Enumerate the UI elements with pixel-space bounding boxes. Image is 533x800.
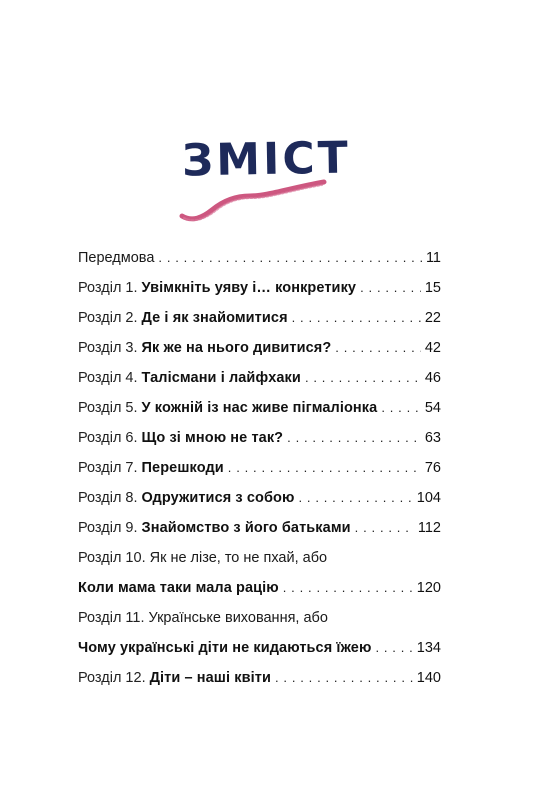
leader-dots [275, 670, 413, 685]
leader-dots [228, 460, 421, 475]
toc-entry[interactable] [78, 370, 441, 400]
leader-dots [298, 490, 412, 505]
toc-page-number: 112 [417, 520, 441, 536]
toc-chapter-number: Розділ 12. [78, 670, 146, 686]
toc-entry-title: Передмова [78, 250, 155, 266]
toc-entry-subtitle: Коли мама таки мала рацію [78, 580, 279, 596]
toc-entry[interactable] [78, 250, 441, 280]
toc-entry[interactable] [78, 610, 441, 670]
toc-entry-line2 [78, 580, 441, 610]
leader-dots [335, 340, 421, 355]
page-title: ЗМІСТ [181, 132, 352, 187]
toc-entry[interactable] [78, 670, 441, 700]
toc-chapter-number: Розділ 9. [78, 520, 138, 536]
toc-entry[interactable] [78, 280, 441, 310]
toc-entry[interactable] [78, 430, 441, 460]
leader-dots [158, 250, 422, 265]
toc-page-number: 22 [424, 310, 441, 326]
toc-page-number: 134 [416, 640, 441, 656]
toc-chapter-number: Розділ 5. [78, 400, 138, 416]
toc-entry[interactable] [78, 460, 441, 490]
toc-entry-title: Перешкоди [141, 460, 224, 476]
toc-page-number: 76 [424, 460, 441, 476]
toc-entry-title: У кожній із нас живе пігмаліонка [141, 400, 378, 416]
toc-chapter-number: Розділ 10. [78, 550, 146, 566]
toc-page-number: 120 [416, 580, 441, 596]
toc-entry-title: Увімкніть уяву і… конкретику [141, 280, 357, 296]
toc-entry-title: Одружитися з собою [141, 490, 295, 506]
toc-page-number: 46 [424, 370, 441, 386]
leader-dots [381, 400, 421, 415]
toc-entry-title: Що зі мною не так? [141, 430, 284, 446]
toc-page-number: 54 [424, 400, 441, 416]
table-of-contents [78, 250, 441, 700]
toc-page-number: 140 [416, 670, 441, 686]
toc-chapter-number: Розділ 11. [78, 610, 145, 626]
leader-dots [305, 370, 421, 385]
toc-page-number: 15 [424, 280, 441, 296]
toc-entry-title: Знайомство з його батьками [141, 520, 351, 536]
toc-entry-title: Як же на нього дивитися? [141, 340, 332, 356]
leader-dots [360, 280, 421, 295]
toc-entry-line1 [78, 610, 441, 640]
toc-entry-title: Українське виховання, або [148, 610, 328, 626]
toc-entry[interactable] [78, 550, 441, 610]
toc-entry-title: Діти – наші квіти [149, 670, 271, 686]
toc-entry[interactable] [78, 310, 441, 340]
toc-entry[interactable] [78, 490, 441, 520]
toc-entry-subtitle: Чому українські діти не кидаються їжею [78, 640, 372, 656]
toc-entry[interactable] [78, 520, 441, 550]
leader-dots [355, 520, 414, 535]
leader-dots [292, 310, 421, 325]
toc-page-number: 11 [425, 250, 441, 266]
toc-chapter-number: Розділ 2. [78, 310, 138, 326]
toc-entry-title: Де і як знайомитися [141, 310, 288, 326]
toc-entry[interactable] [78, 400, 441, 430]
toc-entry-title: Талісмани і лайфхаки [141, 370, 301, 386]
toc-page-number: 42 [424, 340, 441, 356]
toc-entry-line1 [78, 550, 441, 580]
toc-chapter-number: Розділ 4. [78, 370, 138, 386]
toc-chapter-number: Розділ 1. [78, 280, 138, 296]
leader-dots [375, 640, 412, 655]
squiggle-underline-icon [178, 174, 328, 224]
toc-chapter-number: Розділ 3. [78, 340, 138, 356]
toc-chapter-number: Розділ 6. [78, 430, 138, 446]
toc-entry[interactable] [78, 340, 441, 370]
toc-entry-title: Як не лізе, то не пхай, або [149, 550, 328, 566]
toc-entry-line2 [78, 640, 441, 670]
toc-page-number: 63 [424, 430, 441, 446]
leader-dots [287, 430, 421, 445]
toc-chapter-number: Розділ 8. [78, 490, 138, 506]
toc-page-number: 104 [416, 490, 441, 506]
leader-dots [283, 580, 413, 595]
toc-chapter-number: Розділ 7. [78, 460, 138, 476]
